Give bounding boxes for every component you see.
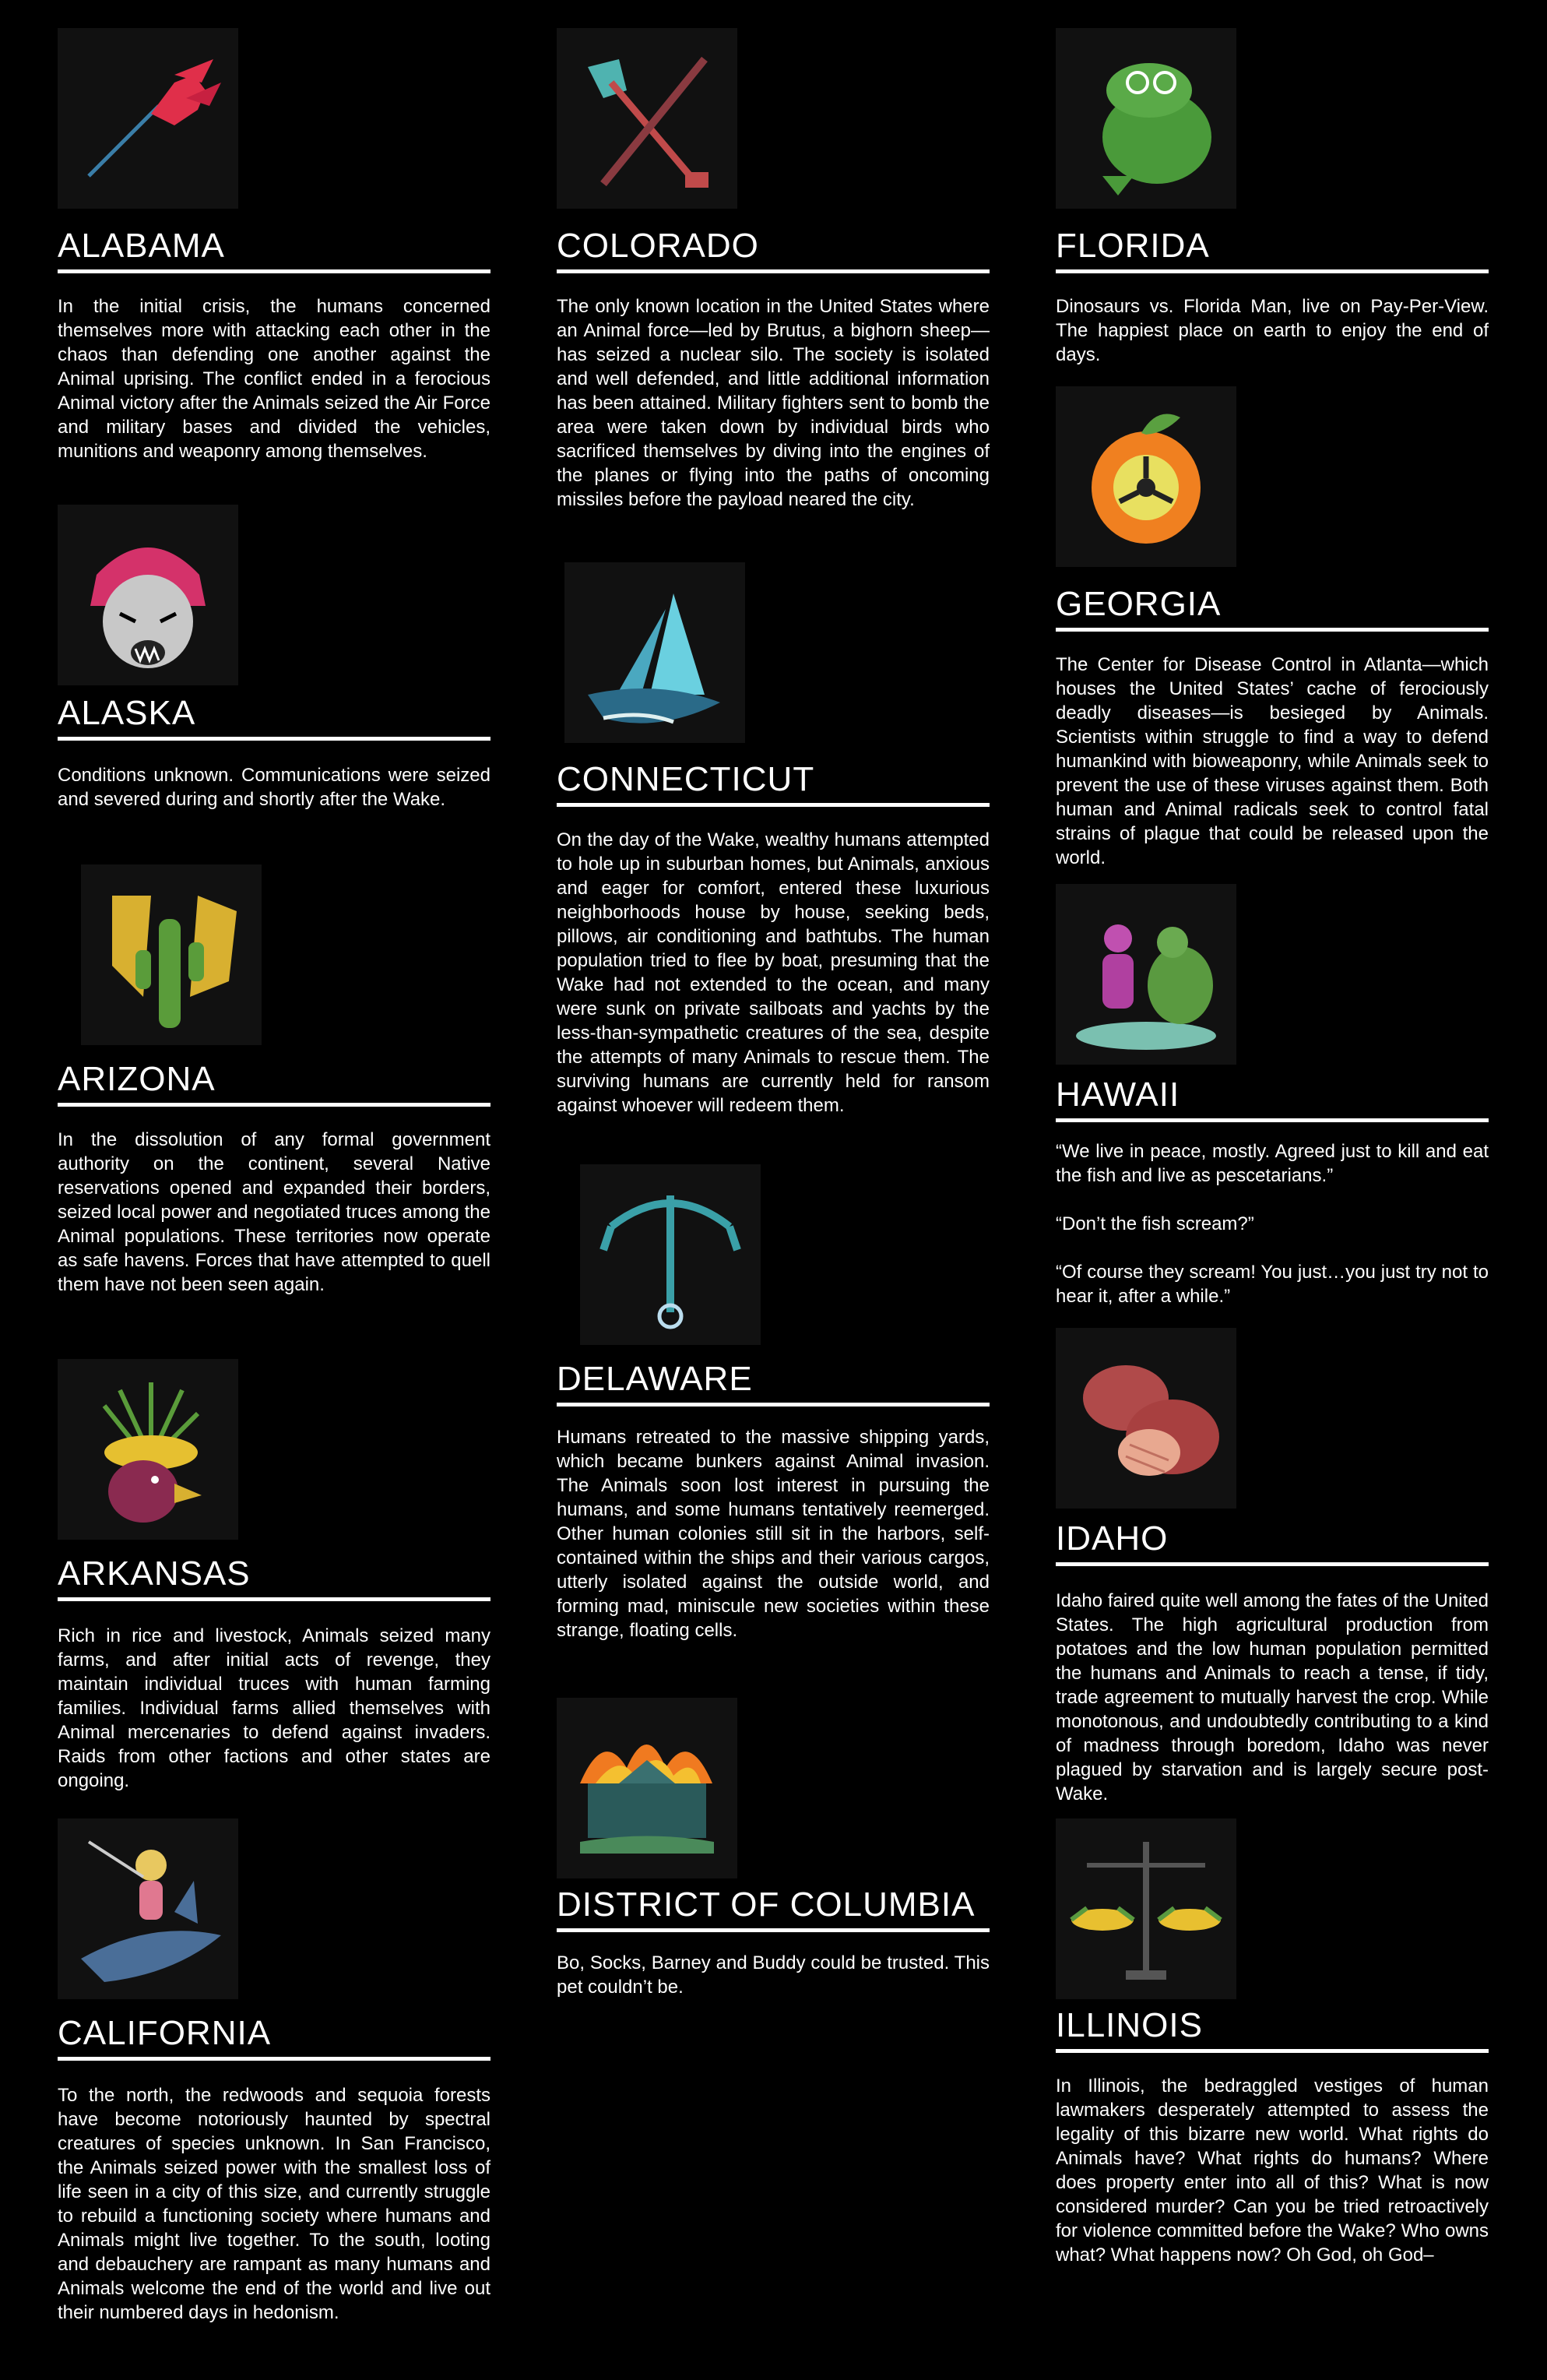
paragraph: The only known location in the United States where an Animal force—led by Brutus, a bighorn sheep—has seized a nuclear silo. The society is isolated and well defended, and little additional information has been attained. Military fighters sent to bomb the area were taken down by individual birds who sacrificed themselves by diving into the engines of the planes or flying into the paths of oncoming missiles before the payload neared the city. xyxy=(557,296,990,510)
state-text-arkansas xyxy=(58,1624,490,1793)
paragraph: Rich in rice and livestock, Animals seized many farms, and after initial acts of revenge, they maintain individual truces with human farming families. Individual farms allied themselves with Animal mercenaries to defend against invaders. Raids from other factions and other states are ongoing. xyxy=(58,1625,490,1791)
paragraph: Bo, Socks, Barney and Buddy could be trusted. This pet couldn’t be. xyxy=(557,1952,990,1998)
state-heading-georgia: GEORGIA xyxy=(1056,584,1489,632)
scales-with-corn-icon xyxy=(1056,1818,1236,1999)
state-text-delaware xyxy=(557,1425,990,1642)
paragraph: Humans retreated to the massive shipping yards, which became bunkers against Animal invasion. The Animals soon lost interest in pursuing the humans, and some humans tentatively reemerged. Other human colonies still sit in the harbors, self-contained within the ships and their various cargos, utterly isolated against the outside world, and forming mad, miniscule new societies within these strange, floating cells. xyxy=(557,1427,990,1641)
state-heading-district-of-columbia: DISTRICT OF COLUMBIA xyxy=(557,1885,990,1932)
paragraph: Conditions unknown. Communications were seized and severed during and shortly after the Wake. xyxy=(58,765,490,810)
paragraph: “Of course they scream! You just…you just try not to hear it, after a while.” xyxy=(1056,1262,1489,1307)
state-text-hawaii xyxy=(1056,1139,1489,1308)
dinosaur-with-glasses-icon xyxy=(1056,28,1236,209)
wolf-in-hat-icon xyxy=(58,505,238,685)
state-heading-florida: FLORIDA xyxy=(1056,226,1489,273)
state-heading-alaska: ALASKA xyxy=(58,693,490,741)
paragraph: Dinosaurs vs. Florida Man, live on Pay-Per-View. The happiest place on earth to enjoy the end of days. xyxy=(1056,296,1489,365)
state-text-georgia xyxy=(1056,653,1489,870)
state-heading-alabama: ALABAMA xyxy=(58,226,490,273)
state-text-arizona xyxy=(58,1128,490,1297)
sinking-sailboat-icon xyxy=(564,562,745,743)
state-text-california xyxy=(58,2083,490,2325)
anchor-icon xyxy=(580,1164,761,1345)
potatoes-icon xyxy=(1056,1328,1236,1509)
state-heading-illinois: ILLINOIS xyxy=(1056,2005,1489,2053)
paragraph: In the dissolution of any formal government authority on the continent, several Native reservations opened and expanded their borders, seized local power and negotiated truces among the Animal populations. These territories now operate as safe havens. Forces that have attempted to quell them have not been seen again. xyxy=(58,1129,490,1295)
state-text-illinois xyxy=(1056,2074,1489,2267)
state-text-colorado xyxy=(557,294,990,512)
paragraph: Idaho faired quite well among the fates of the United States. The high agricultural production from potatoes and the low human population permitted the humans and Animals to reach a tense, if tidy, trade agreement to mutually harvest the crop. While monotonous, and undoubtedly contributing to a kind of madness through boredom, Idaho was never plagued by starvation and is largely secure post-Wake. xyxy=(1056,1590,1489,1804)
state-heading-hawaii: HAWAII xyxy=(1056,1075,1489,1122)
paragraph: To the north, the redwoods and sequoia forests have become notoriously haunted by spectral creatures of species unknown. In San Francisco, the Animals seized power with the smallest loss of life seen in a city of this size, and currently struggle to rebuild a functioning society where humans and Animals might live together. To the south, looting and debauchery are rampant as many humans and Animals welcome the end of the world and live out their numbered days in hedonism. xyxy=(58,2085,490,2323)
bird-with-rice-icon xyxy=(58,1359,238,1540)
state-text-connecticut xyxy=(557,828,990,1118)
state-heading-connecticut: CONNECTICUT xyxy=(557,759,990,807)
state-heading-arkansas: ARKANSAS xyxy=(58,1554,490,1601)
state-text-alaska xyxy=(58,763,490,812)
paragraph: In Illinois, the bedraggled vestiges of human lawmakers desperately attempted to assess the legality of this bizarre new world. What rights do Animals have? What rights do humans? Where does property enter into all of this? What is now considered murder? Can you be tried retroactively for violence committed before the Wake? Who owns what? What happens now? Oh God, oh God– xyxy=(1056,2075,1489,2266)
state-text-florida xyxy=(1056,294,1489,367)
state-heading-idaho: IDAHO xyxy=(1056,1519,1489,1566)
state-heading-delaware: DELAWARE xyxy=(557,1359,990,1407)
paragraph: “We live in peace, mostly. Agreed just to kill and eat the fish and live as pescetarians.” xyxy=(1056,1141,1489,1186)
paragraph: On the day of the Wake, wealthy humans attempted to hole up in suburban homes, but Animals, anxious and eager for comfort, entered these luxurious neighborhoods house by house, seeking beds, pillows, air conditioning and bathtubs. The human population tried to flee by boat, presuming that the Wake had not extended to the ocean, and many were sunk on private sailboats and yachts by the less-than-sympathetic creatures of the sea, despite the attempts of many Animals to rescue them. The surviving humans are currently held for ransom against whoever will redeem them. xyxy=(557,829,990,1116)
woman-riding-shark-icon xyxy=(58,1818,238,1999)
paragraph: “Don’t the fish scream?” xyxy=(1056,1213,1254,1234)
state-text-idaho xyxy=(1056,1589,1489,1806)
cactus-icon xyxy=(81,864,262,1045)
state-heading-california: CALIFORNIA xyxy=(58,2013,490,2061)
state-heading-colorado: COLORADO xyxy=(557,226,990,273)
state-heading-arizona: ARIZONA xyxy=(58,1059,490,1107)
state-text-alabama xyxy=(58,294,490,463)
man-and-turtle-icon xyxy=(1056,884,1236,1065)
shovel-and-rifle-icon xyxy=(557,28,737,209)
burning-fork-icon xyxy=(58,28,238,209)
paragraph: The Center for Disease Control in Atlanta—which houses the United States’ cache of ferociously deadly diseases—is besieged by Animals. Scientists within struggle to find a way to defend humankind with bioweaponry, while Animals seek to prevent the use of these viruses against them. Both human and Animal radicals seek to control fatal strains of plague that could be released upon the world. xyxy=(1056,654,1489,868)
biohazard-peach-icon xyxy=(1056,386,1236,567)
paragraph: In the initial crisis, the humans concerned themselves more with attacking each other in the chaos than defending one another against the Animal uprising. The conflict ended in a ferocious Animal victory after the Animals seized the Air Force and military bases and divided the vehicles, munitions and weaponry among themselves. xyxy=(58,296,490,462)
burning-white-house-icon xyxy=(557,1698,737,1878)
state-text-district-of-columbia xyxy=(557,1951,990,1999)
